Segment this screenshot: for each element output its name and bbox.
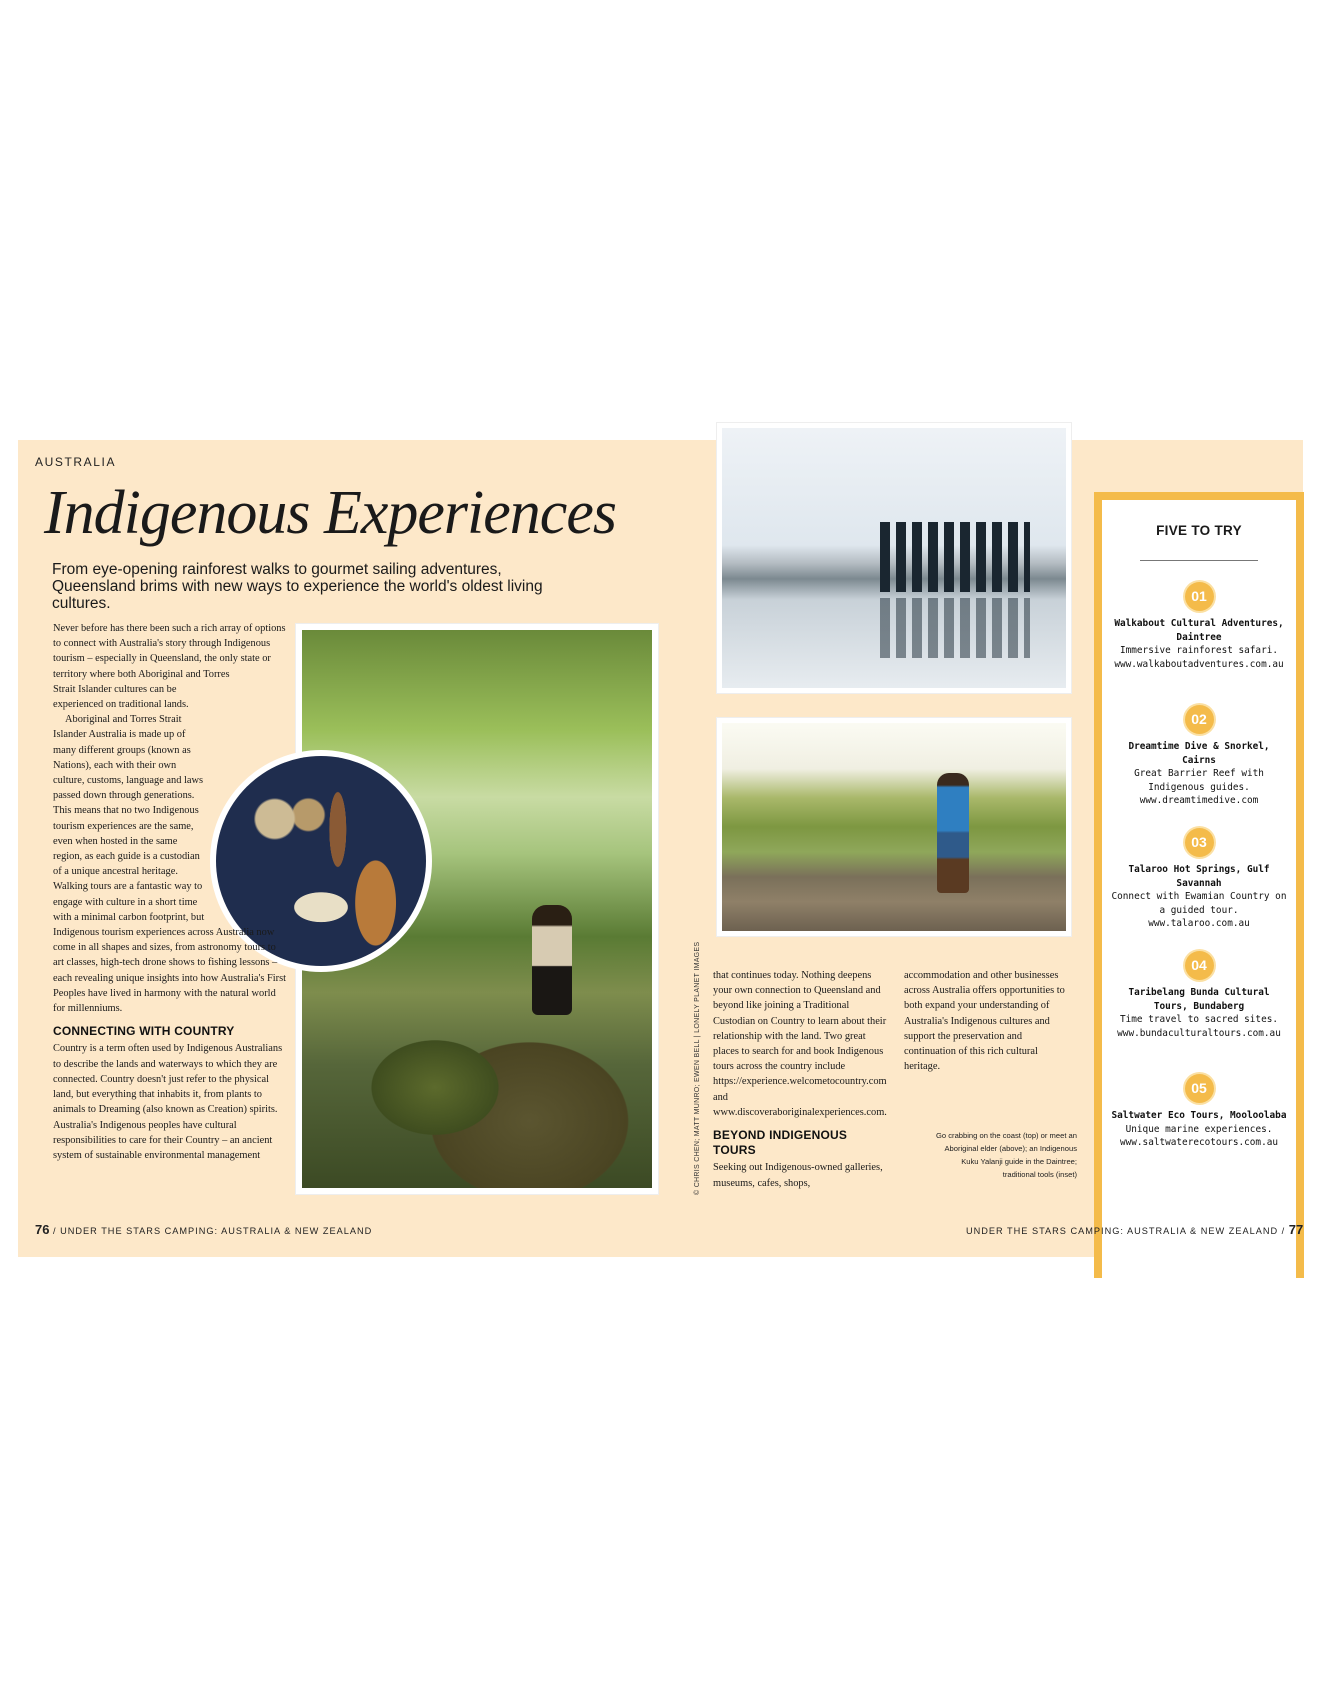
page-number-right: 77 xyxy=(1288,1222,1304,1237)
column-1 xyxy=(53,621,287,1163)
column-3 xyxy=(904,968,1069,1074)
try-item-name: Dreamtime Dive & Snorkel, Cairns xyxy=(1128,741,1270,766)
crabbing-photo xyxy=(717,423,1071,693)
group-figures xyxy=(880,522,1030,592)
subhead-beyond: BEYOND INDIGENOUS TOURS xyxy=(713,1128,848,1158)
number-badge: 02 xyxy=(1185,705,1214,734)
publication-name-right: UNDER THE STARS CAMPING: AUSTRALIA & NEW ZEALAND xyxy=(966,1226,1279,1236)
try-item-url: www.talaroo.com.au xyxy=(1148,918,1250,930)
elder-image xyxy=(722,723,1066,931)
column-2 xyxy=(713,968,888,1191)
try-item-name: Taribelang Bunda Cultural Tours, Bundaberg xyxy=(1128,987,1270,1012)
elder-figure xyxy=(937,773,969,893)
five-to-try-sidebar xyxy=(1094,492,1304,1278)
subhead-connecting: CONNECTING WITH COUNTRY xyxy=(53,1024,235,1039)
try-item-description: Time travel to sacred sites. xyxy=(1119,1014,1279,1026)
try-item-name: Walkabout Cultural Adventures, Daintree xyxy=(1114,618,1284,643)
guide-figure xyxy=(532,905,572,1015)
try-item-url: www.saltwaterecotours.com.au xyxy=(1119,1137,1279,1149)
try-item-description: Connect with Ewamian Country on a guided tour. xyxy=(1111,891,1287,916)
number-badge: 05 xyxy=(1185,1074,1214,1103)
publication-name-left: UNDER THE STARS CAMPING: AUSTRALIA & NEW ZEALAND xyxy=(60,1226,373,1236)
try-item xyxy=(1110,828,1288,931)
group-reflection xyxy=(880,598,1030,658)
paragraph-5: Seeking out Indigenous-owned galleries, museums, cafes, shops, xyxy=(713,1162,883,1189)
photo-caption: Go crabbing on the coast (top) or meet an Aboriginal elder (above); an Indigenous Kuku Yalanji guide in the Daintree; traditional tools (inset) xyxy=(936,1131,1077,1179)
try-item-description: Immersive rainforest safari. xyxy=(1119,645,1279,657)
try-item-url: www.bundaculturaltours.com.au xyxy=(1117,1027,1281,1039)
try-item xyxy=(1110,1074,1288,1150)
standfirst: From eye-opening rainforest walks to gourmet sailing adventures, Queensland brims with new ways to experience the world's oldest living cultures. xyxy=(52,561,543,612)
paragraph-4: that continues today. Nothing deepens your own connection to Queensland and beyond like joining a Traditional Custodian on Country to learn about their relationship with the land. Two great places to search for and book Indigenous tours across the country include https://experience.welcometocountry.com and www.discoveraboriginalexperiences.com. xyxy=(713,970,887,1118)
number-badge: 03 xyxy=(1185,828,1214,857)
try-item-description: Great Barrier Reef with Indigenous guides. xyxy=(1134,768,1264,793)
try-item-name: Saltwater Eco Tours, Mooloolaba xyxy=(1111,1110,1287,1121)
paragraph-6: accommodation and other businesses across Australia offers opportunities to both expand your understanding of Australia's Indigenous cultures and support the preservation and continuation of this rich cultural heritage. xyxy=(904,970,1065,1073)
try-item-description: Unique marine experiences. xyxy=(1125,1123,1273,1135)
paragraph-2: Aboriginal and Torres Strait Islander Australia is made up of many different groups (known as Nations), each with their own culture, customs, language and laws passed down through generations. This means that no two Indigenous tourism experiences are the same, even when hosted in the same region, as each guide is a custodian of a unique ancestral heritage. Walking tours are a fantastic way to engage with culture in a short time with a minimal carbon footprint, but Indigenous tourism experiences across Australia now come in all shapes and sizes, from astronomy tours to art classes, high-tech drone shows to fishing lessons – each revealing unique insights into how Australia's First Peoples have lived in harmony with the natural world for millenniums. xyxy=(53,714,287,1015)
try-item xyxy=(1110,951,1288,1040)
photo-credit: © CHRIS CHEN; MATT MUNRO; EWEN BELL | LONELY PLANET IMAGES xyxy=(694,941,701,1195)
sidebar-title: FIVE TO TRY xyxy=(1156,523,1242,538)
footer-left: 76 / UNDER THE STARS CAMPING: AUSTRALIA & NEW ZEALAND xyxy=(35,1222,373,1237)
number-badge: 01 xyxy=(1185,582,1214,611)
try-item-url: www.dreamtimedive.com xyxy=(1139,795,1259,807)
sidebar-divider xyxy=(1140,560,1258,561)
paragraph-3: Country is a term often used by Indigenous Australians to describe the lands and waterways to which they are connected. Country doesn't just refer to the physical land, but everything that inhabits it, from plants to animals to Dreaming (also known as Creation) spirits. Australia's Indigenous peoples have cultural responsibilities to care for their Country – an ancient system of sustainable environmental management xyxy=(53,1043,283,1161)
page-number-left: 76 xyxy=(35,1222,50,1237)
try-item xyxy=(1110,582,1288,671)
article-title: Indigenous Experiences xyxy=(44,479,616,547)
paragraph-1: Never before has there been such a rich array of options to connect with Australia's story through Indigenous tourism – especially in Queensland, the only state or territory where both Aboriginal and Torres Strait Islander cultures can be experienced on traditional lands. xyxy=(53,623,286,711)
elder-photo xyxy=(717,718,1071,936)
number-badge: 04 xyxy=(1185,951,1214,980)
crabbing-image xyxy=(722,428,1066,688)
section-label: AUSTRALIA xyxy=(35,455,117,469)
try-item xyxy=(1110,705,1288,808)
try-item-url: www.walkaboutadventures.com.au xyxy=(1114,658,1284,670)
try-item-name: Talaroo Hot Springs, Gulf Savannah xyxy=(1128,864,1270,889)
footer-right: UNDER THE STARS CAMPING: AUSTRALIA & NEW ZEALAND / 77 xyxy=(966,1222,1304,1237)
